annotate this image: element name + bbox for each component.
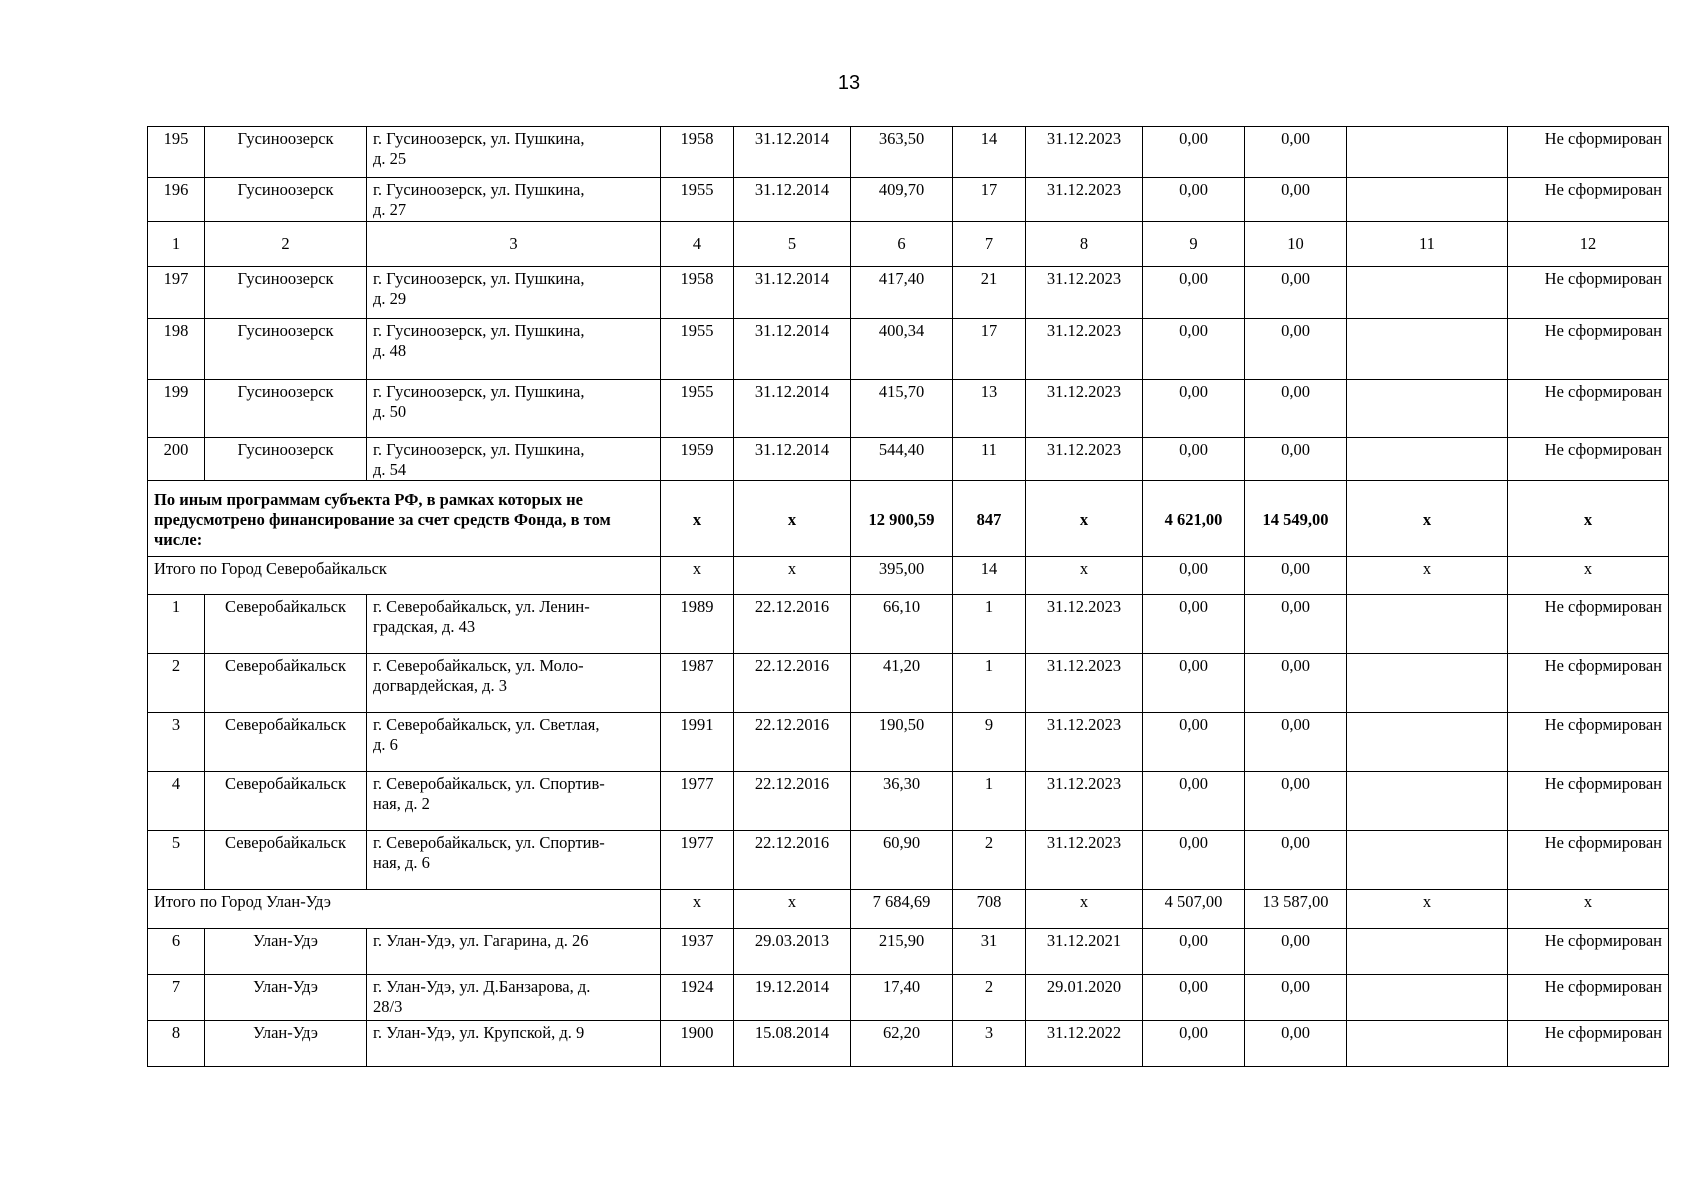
address-cell: [367, 831, 661, 890]
build-year-cell: 1924: [661, 975, 734, 1021]
value-col10-cell: 0,00: [1245, 178, 1347, 222]
row-number: 3: [148, 713, 205, 772]
build-year-cell: 1958: [661, 267, 734, 319]
residents-cell: 21: [953, 267, 1026, 319]
table-row: [148, 380, 1669, 438]
table-row: [148, 1021, 1669, 1067]
table-row: [148, 929, 1669, 975]
residents-cell: 2: [953, 975, 1026, 1021]
status-cell: Не сформирован: [1508, 975, 1669, 1021]
summary-c11-cell: x: [1347, 557, 1508, 595]
summary-c12-cell: x: [1508, 481, 1669, 557]
planned-date-cell: 31.12.2023: [1026, 267, 1143, 319]
status-cell: Не сформирован: [1508, 127, 1669, 178]
row-number: 197: [148, 267, 205, 319]
address-cell: [367, 438, 661, 481]
address-line-1: г. Гусиноозерск, ул. Пушкина,: [373, 440, 585, 459]
recognition-date-cell: 22.12.2016: [734, 772, 851, 831]
value-col10-cell: 0,00: [1245, 380, 1347, 438]
address-cell: [367, 267, 661, 319]
row-number: 5: [148, 831, 205, 890]
residents-cell: 14: [953, 127, 1026, 178]
address-line-1: г. Улан-Удэ, ул. Гагарина, д. 26: [373, 931, 589, 950]
area-cell: 417,40: [851, 267, 953, 319]
value-col10-cell: 0,00: [1245, 831, 1347, 890]
value-col10-cell: 0,00: [1245, 1021, 1347, 1067]
row-number: 1: [148, 595, 205, 654]
row-number: 198: [148, 319, 205, 380]
summary-label: Итого по Город Улан-Удэ: [148, 890, 661, 929]
subtotal-row-severobaikalsk: [148, 557, 1669, 595]
value-col11-cell: [1347, 929, 1508, 975]
area-cell: 409,70: [851, 178, 953, 222]
subtotal-row-ulan-ude: [148, 890, 1669, 929]
address-line-2: д. 50: [373, 402, 407, 421]
summary-c11-cell: x: [1347, 890, 1508, 929]
recognition-date-cell: 31.12.2014: [734, 127, 851, 178]
value-col9-cell: 0,00: [1143, 772, 1245, 831]
table-row: [148, 127, 1669, 178]
residents-cell: 17: [953, 319, 1026, 380]
planned-date-cell: 31.12.2022: [1026, 1021, 1143, 1067]
city-cell: Гусиноозерск: [205, 319, 367, 380]
residents-cell: 2: [953, 831, 1026, 890]
row-number: 200: [148, 438, 205, 481]
recognition-date-cell: 19.12.2014: [734, 975, 851, 1021]
value-col11-cell: [1347, 319, 1508, 380]
row-number: 7: [148, 975, 205, 1021]
city-cell: Северобайкальск: [205, 595, 367, 654]
value-col10-cell: 0,00: [1245, 438, 1347, 481]
value-col11-cell: [1347, 975, 1508, 1021]
address-line-1: г. Улан-Удэ, ул. Крупской, д. 9: [373, 1023, 585, 1042]
table-row: [148, 267, 1669, 319]
status-cell: Не сформирован: [1508, 654, 1669, 713]
planned-date-cell: 31.12.2023: [1026, 380, 1143, 438]
build-year-cell: 1977: [661, 831, 734, 890]
value-col9-cell: 0,00: [1143, 319, 1245, 380]
address-line-2: ная, д. 2: [373, 794, 430, 813]
column-number: 4: [661, 222, 734, 267]
city-cell: Гусиноозерск: [205, 267, 367, 319]
residents-cell: 1: [953, 595, 1026, 654]
status-cell: Не сформирован: [1508, 178, 1669, 222]
address-line-1: г. Северобайкальск, ул. Спортив-: [373, 833, 605, 852]
residents-cell: 17: [953, 178, 1026, 222]
value-col11-cell: [1347, 438, 1508, 481]
residents-cell: 3: [953, 1021, 1026, 1067]
summary-c12-cell: x: [1508, 557, 1669, 595]
area-cell: 41,20: [851, 654, 953, 713]
value-col10-cell: 0,00: [1245, 319, 1347, 380]
city-cell: Гусиноозерск: [205, 178, 367, 222]
table-row: [148, 654, 1669, 713]
value-col11-cell: [1347, 1021, 1508, 1067]
value-col10-cell: 0,00: [1245, 975, 1347, 1021]
planned-date-cell: 31.12.2023: [1026, 438, 1143, 481]
value-col10-cell: 0,00: [1245, 929, 1347, 975]
recognition-date-cell: 31.12.2014: [734, 319, 851, 380]
build-year-cell: 1991: [661, 713, 734, 772]
status-cell: Не сформирован: [1508, 831, 1669, 890]
residents-cell: 31: [953, 929, 1026, 975]
summary-c5-cell: x: [734, 557, 851, 595]
table-row: [148, 713, 1669, 772]
city-cell: Гусиноозерск: [205, 380, 367, 438]
value-col11-cell: [1347, 654, 1508, 713]
summary-area-cell: 12 900,59: [851, 481, 953, 557]
address-line-2: догвардейская, д. 3: [373, 676, 508, 695]
row-number: 199: [148, 380, 205, 438]
column-number: 3: [367, 222, 661, 267]
area-cell: 415,70: [851, 380, 953, 438]
address-line-1: г. Гусиноозерск, ул. Пушкина,: [373, 321, 585, 340]
build-year-cell: 1955: [661, 380, 734, 438]
address-line-1: г. Северобайкальск, ул. Моло-: [373, 656, 584, 675]
summary-c8-cell: x: [1026, 890, 1143, 929]
summary-c8-cell: x: [1026, 557, 1143, 595]
column-number: 5: [734, 222, 851, 267]
row-number: 4: [148, 772, 205, 831]
build-year-cell: 1958: [661, 127, 734, 178]
recognition-date-cell: 22.12.2016: [734, 595, 851, 654]
table-body: [148, 127, 1669, 1067]
planned-date-cell: 31.12.2023: [1026, 319, 1143, 380]
table-row: [148, 319, 1669, 380]
value-col11-cell: [1347, 831, 1508, 890]
table-row: [148, 772, 1669, 831]
city-cell: Гусиноозерск: [205, 127, 367, 178]
housing-registry-table: [147, 126, 1669, 1067]
value-col9-cell: 0,00: [1143, 713, 1245, 772]
summary-area-cell: 395,00: [851, 557, 953, 595]
area-cell: 400,34: [851, 319, 953, 380]
value-col10-cell: 0,00: [1245, 595, 1347, 654]
city-cell: Северобайкальск: [205, 772, 367, 831]
address-line-2: ная, д. 6: [373, 853, 430, 872]
summary-c5-cell: x: [734, 481, 851, 557]
area-cell: 62,20: [851, 1021, 953, 1067]
planned-date-cell: 29.01.2020: [1026, 975, 1143, 1021]
summary-people-cell: 14: [953, 557, 1026, 595]
status-cell: Не сформирован: [1508, 713, 1669, 772]
address-line-1: г. Гусиноозерск, ул. Пушкина,: [373, 269, 585, 288]
city-cell: Гусиноозерск: [205, 438, 367, 481]
address-line-1: г. Гусиноозерск, ул. Пушкина,: [373, 129, 585, 148]
address-line-1: г. Северобайкальск, ул. Ленин-: [373, 597, 590, 616]
summary-c11-cell: x: [1347, 481, 1508, 557]
value-col9-cell: 0,00: [1143, 380, 1245, 438]
status-cell: Не сформирован: [1508, 929, 1669, 975]
value-col9-cell: 0,00: [1143, 438, 1245, 481]
value-col11-cell: [1347, 772, 1508, 831]
value-col9-cell: 0,00: [1143, 127, 1245, 178]
area-cell: 17,40: [851, 975, 953, 1021]
status-cell: Не сформирован: [1508, 380, 1669, 438]
recognition-date-cell: 15.08.2014: [734, 1021, 851, 1067]
build-year-cell: 1900: [661, 1021, 734, 1067]
build-year-cell: 1987: [661, 654, 734, 713]
address-line-2: д. 29: [373, 289, 407, 308]
summary-v9-cell: 4 507,00: [1143, 890, 1245, 929]
value-col11-cell: [1347, 178, 1508, 222]
address-line-2: д. 27: [373, 200, 407, 219]
value-col9-cell: 0,00: [1143, 831, 1245, 890]
column-number-row: [148, 222, 1669, 267]
summary-v10-cell: 0,00: [1245, 557, 1347, 595]
build-year-cell: 1937: [661, 929, 734, 975]
recognition-date-cell: 22.12.2016: [734, 831, 851, 890]
recognition-date-cell: 22.12.2016: [734, 654, 851, 713]
value-col11-cell: [1347, 713, 1508, 772]
summary-people-cell: 708: [953, 890, 1026, 929]
recognition-date-cell: 31.12.2014: [734, 438, 851, 481]
residents-cell: 11: [953, 438, 1026, 481]
value-col10-cell: 0,00: [1245, 713, 1347, 772]
column-number: 9: [1143, 222, 1245, 267]
section-total-row: [148, 481, 1669, 557]
address-line-2: д. 25: [373, 149, 407, 168]
address-cell: [367, 772, 661, 831]
recognition-date-cell: 31.12.2014: [734, 178, 851, 222]
summary-label: По иным программам субъекта РФ, в рамках которых не предусмотрено финансирование за счет средств Фонда, в том числе:: [148, 481, 661, 557]
value-col10-cell: 0,00: [1245, 127, 1347, 178]
planned-date-cell: 31.12.2023: [1026, 772, 1143, 831]
status-cell: Не сформирован: [1508, 319, 1669, 380]
recognition-date-cell: 29.03.2013: [734, 929, 851, 975]
build-year-cell: 1959: [661, 438, 734, 481]
summary-c5-cell: x: [734, 890, 851, 929]
summary-label: Итого по Город Северобайкальск: [148, 557, 661, 595]
address-cell: [367, 713, 661, 772]
address-line-1: г. Гусиноозерск, ул. Пушкина,: [373, 180, 585, 199]
address-line-1: г. Северобайкальск, ул. Светлая,: [373, 715, 600, 734]
residents-cell: 9: [953, 713, 1026, 772]
address-cell: [367, 654, 661, 713]
status-cell: Не сформирован: [1508, 772, 1669, 831]
column-number: 12: [1508, 222, 1669, 267]
recognition-date-cell: 31.12.2014: [734, 380, 851, 438]
address-line-2: д. 48: [373, 341, 407, 360]
build-year-cell: 1955: [661, 319, 734, 380]
residents-cell: 1: [953, 772, 1026, 831]
value-col9-cell: 0,00: [1143, 654, 1245, 713]
row-number: 195: [148, 127, 205, 178]
column-number: 1: [148, 222, 205, 267]
column-number: 8: [1026, 222, 1143, 267]
planned-date-cell: 31.12.2023: [1026, 654, 1143, 713]
table-row: [148, 178, 1669, 222]
value-col9-cell: 0,00: [1143, 595, 1245, 654]
address-line-1: г. Улан-Удэ, ул. Д.Банзарова, д.: [373, 977, 591, 996]
city-cell: Северобайкальск: [205, 654, 367, 713]
value-col9-cell: 0,00: [1143, 975, 1245, 1021]
planned-date-cell: 31.12.2023: [1026, 713, 1143, 772]
summary-v9-cell: 4 621,00: [1143, 481, 1245, 557]
address-cell: [367, 595, 661, 654]
table-row: [148, 438, 1669, 481]
city-cell: Улан-Удэ: [205, 929, 367, 975]
address-cell: [367, 975, 661, 1021]
page-number: 13: [837, 72, 861, 94]
address-cell: [367, 1021, 661, 1067]
status-cell: Не сформирован: [1508, 1021, 1669, 1067]
planned-date-cell: 31.12.2023: [1026, 178, 1143, 222]
summary-v10-cell: 14 549,00: [1245, 481, 1347, 557]
value-col11-cell: [1347, 127, 1508, 178]
row-number: 196: [148, 178, 205, 222]
build-year-cell: 1977: [661, 772, 734, 831]
value-col9-cell: 0,00: [1143, 178, 1245, 222]
summary-v10-cell: 13 587,00: [1245, 890, 1347, 929]
recognition-date-cell: 31.12.2014: [734, 267, 851, 319]
address-cell: [367, 380, 661, 438]
address-cell: [367, 929, 661, 975]
planned-date-cell: 31.12.2021: [1026, 929, 1143, 975]
planned-date-cell: 31.12.2023: [1026, 595, 1143, 654]
address-cell: [367, 127, 661, 178]
city-cell: Улан-Удэ: [205, 975, 367, 1021]
city-cell: Северобайкальск: [205, 831, 367, 890]
address-line-1: г. Гусиноозерск, ул. Пушкина,: [373, 382, 585, 401]
city-cell: Улан-Удэ: [205, 1021, 367, 1067]
area-cell: 36,30: [851, 772, 953, 831]
value-col9-cell: 0,00: [1143, 1021, 1245, 1067]
status-cell: Не сформирован: [1508, 438, 1669, 481]
status-cell: Не сформирован: [1508, 267, 1669, 319]
summary-c4-cell: x: [661, 890, 734, 929]
row-number: 2: [148, 654, 205, 713]
residents-cell: 1: [953, 654, 1026, 713]
value-col10-cell: 0,00: [1245, 772, 1347, 831]
recognition-date-cell: 22.12.2016: [734, 713, 851, 772]
column-number: 7: [953, 222, 1026, 267]
address-line-2: д. 6: [373, 735, 398, 754]
area-cell: 190,50: [851, 713, 953, 772]
column-number: 10: [1245, 222, 1347, 267]
area-cell: 544,40: [851, 438, 953, 481]
area-cell: 60,90: [851, 831, 953, 890]
build-year-cell: 1955: [661, 178, 734, 222]
address-line-1: г. Северобайкальск, ул. Спортив-: [373, 774, 605, 793]
row-number: 8: [148, 1021, 205, 1067]
build-year-cell: 1989: [661, 595, 734, 654]
planned-date-cell: 31.12.2023: [1026, 127, 1143, 178]
address-cell: [367, 319, 661, 380]
column-number: 2: [205, 222, 367, 267]
summary-c4-cell: x: [661, 481, 734, 557]
table-row: [148, 831, 1669, 890]
summary-c12-cell: x: [1508, 890, 1669, 929]
address-line-2: д. 54: [373, 460, 407, 479]
column-number: 6: [851, 222, 953, 267]
residents-cell: 13: [953, 380, 1026, 438]
planned-date-cell: 31.12.2023: [1026, 831, 1143, 890]
column-number: 11: [1347, 222, 1508, 267]
summary-people-cell: 847: [953, 481, 1026, 557]
value-col10-cell: 0,00: [1245, 267, 1347, 319]
area-cell: 66,10: [851, 595, 953, 654]
value-col11-cell: [1347, 595, 1508, 654]
value-col9-cell: 0,00: [1143, 929, 1245, 975]
table-row: [148, 595, 1669, 654]
area-cell: 215,90: [851, 929, 953, 975]
address-line-2: 28/3: [373, 997, 403, 1016]
value-col11-cell: [1347, 380, 1508, 438]
summary-c8-cell: x: [1026, 481, 1143, 557]
value-col10-cell: 0,00: [1245, 654, 1347, 713]
summary-v9-cell: 0,00: [1143, 557, 1245, 595]
value-col9-cell: 0,00: [1143, 267, 1245, 319]
table-row: [148, 975, 1669, 1021]
summary-c4-cell: x: [661, 557, 734, 595]
status-cell: Не сформирован: [1508, 595, 1669, 654]
city-cell: Северобайкальск: [205, 713, 367, 772]
value-col11-cell: [1347, 267, 1508, 319]
address-cell: [367, 178, 661, 222]
address-line-2: градская, д. 43: [373, 617, 476, 636]
row-number: 6: [148, 929, 205, 975]
summary-area-cell: 7 684,69: [851, 890, 953, 929]
area-cell: 363,50: [851, 127, 953, 178]
